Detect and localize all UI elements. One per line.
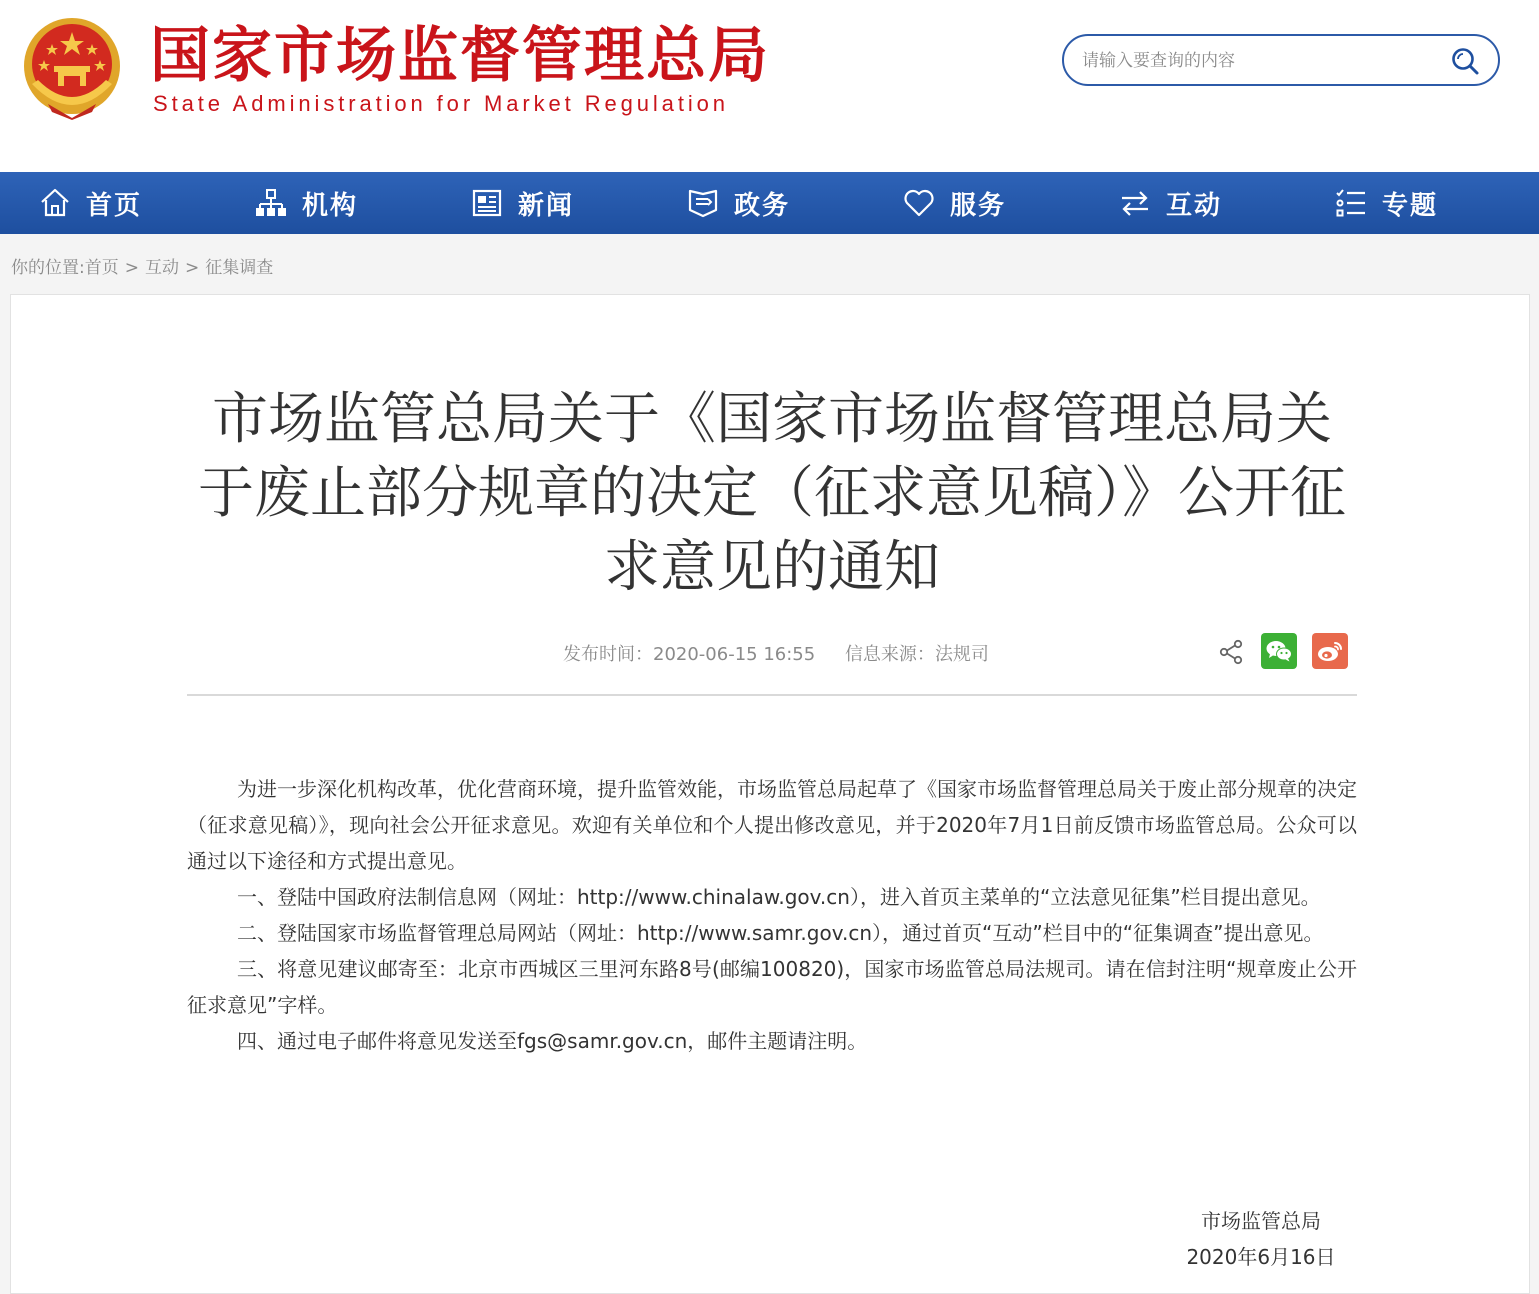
search-box (1062, 34, 1500, 86)
source-label: 信息来源： (844, 644, 935, 665)
article-meta (563, 640, 989, 666)
wechat-share-button[interactable] (1261, 633, 1297, 669)
publish-label: 发布时间： (563, 644, 653, 665)
nav-label: 新闻 (518, 190, 575, 221)
breadcrumb-prefix: 你的位置: (11, 258, 85, 278)
swap-arrows-icon (1118, 186, 1152, 220)
article-paragraph: 为进一步深化机构改革，优化营商环境，提升监管效能，市场监管总局起草了《国家市场监督管理总局关于废止部分规章的决定（征求意见稿）》，现向社会公开征求意见。欢迎有关单位和个人提出修改意见，并于2020年7月1日前反馈市场监管总局。公众可以通过以下途径和方式提出意见。 (187, 777, 1357, 873)
nav-label: 机构 (302, 190, 359, 221)
nav-label: 服务 (950, 190, 1007, 221)
site-header (0, 0, 1539, 172)
nav-item-org[interactable] (216, 172, 432, 234)
main-nav (0, 172, 1539, 234)
nav-item-home[interactable] (0, 172, 216, 234)
nav-label: 互动 (1166, 190, 1223, 221)
search-icon[interactable] (1450, 46, 1480, 76)
article-body (187, 771, 1357, 1059)
signature-date: 2020年6月16日 (1186, 1245, 1336, 1269)
nav-item-service[interactable] (864, 172, 1080, 234)
article-signature (1181, 1203, 1341, 1275)
article-title: 市场监管总局关于《国家市场监督管理总局关于废止部分规章的决定（征求意见稿）》公开征求意见的通知 (198, 387, 1346, 600)
article-paragraph: 一、登陆中国政府法制信息网（网址：http://www.chinalaw.gov.cn），进入首页主菜单的“立法意见征集”栏目提出意见。 (237, 885, 1321, 909)
list-icon (1334, 186, 1368, 220)
newspaper-icon (470, 186, 504, 220)
nav-item-government[interactable] (648, 172, 864, 234)
publish-time: 2020-06-15 16:55 (653, 644, 816, 665)
breadcrumb-link-survey[interactable]: 征集调查 (205, 258, 274, 278)
site-subtitle: State Administration for Market Regulation (153, 91, 729, 116)
article-paragraph: 三、将意见建议邮寄至：北京市西城区三里河东路8号(邮编100820)，国家市场监管总局法规司。请在信封注明“规章废止公开征求意见”字样。 (187, 957, 1357, 1017)
weibo-share-button[interactable] (1312, 633, 1348, 669)
source-value: 法规司 (934, 644, 989, 665)
home-icon (38, 186, 72, 220)
breadcrumb-link-home[interactable]: 首页 (84, 258, 119, 278)
shield-book-icon (686, 186, 720, 220)
heart-icon (902, 186, 936, 220)
nav-label: 专题 (1382, 190, 1439, 221)
breadcrumb (11, 253, 273, 278)
article-paragraph: 四、通过电子邮件将意见发送至fgs@samr.gov.cn，邮件主题请注明。 (237, 1029, 868, 1053)
signature-org: 市场监管总局 (1201, 1209, 1321, 1233)
breadcrumb-separator: > (124, 258, 139, 278)
breadcrumb-link-interaction[interactable]: 互动 (144, 258, 179, 278)
search-input[interactable] (1080, 46, 1424, 76)
share-icon[interactable] (1218, 638, 1246, 666)
article-panel (10, 294, 1530, 1294)
weibo-icon (1316, 639, 1344, 663)
org-chart-icon (254, 186, 288, 220)
site-title: 国家市场监督管理总局 (150, 21, 770, 91)
article-paragraph: 二、登陆国家市场监督管理总局网站（网址：http://www.samr.gov.cn），通过首页“互动”栏目中的“征集调查”提出意见。 (237, 921, 1324, 945)
nav-item-news[interactable] (432, 172, 648, 234)
nav-item-interaction[interactable] (1080, 172, 1296, 234)
nav-label: 首页 (86, 190, 143, 221)
national-emblem-icon[interactable] (18, 14, 126, 122)
nav-item-topics[interactable] (1296, 172, 1512, 234)
title-divider (187, 694, 1357, 696)
nav-label: 政务 (734, 190, 791, 221)
wechat-icon (1265, 639, 1293, 663)
breadcrumb-separator: > (184, 258, 200, 278)
